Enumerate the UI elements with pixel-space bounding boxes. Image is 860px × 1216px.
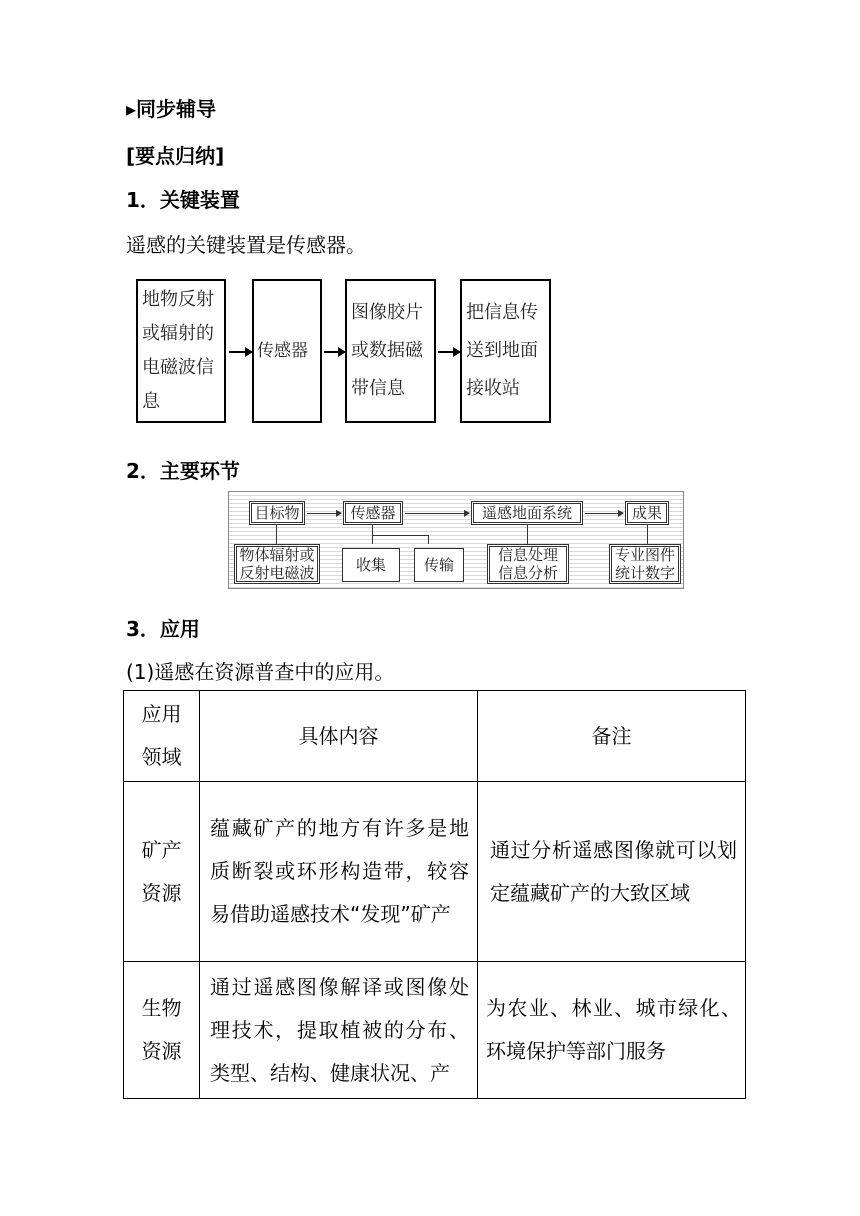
step-label: 信息处理 信息分析 <box>497 546 558 582</box>
cell-field: 矿产 资源 <box>124 782 200 962</box>
table-row <box>124 962 746 1099</box>
cell-note: 通过分析遥感图像就可以划定蕴藏矿产的大致区域 <box>478 782 746 962</box>
step-label: 专业图件 统计数字 <box>614 546 675 582</box>
step-label: 成果 <box>631 504 662 522</box>
resource-survey-text <box>126 656 394 685</box>
flow-box-label: 传感器 <box>257 341 308 361</box>
arrow-right-icon <box>229 351 251 353</box>
step-em-radiation <box>234 544 320 584</box>
cell-content: 蕴藏矿产的地方有许多是地质断裂或环形构造带，较容易借助遥感技术“发现”矿产 <box>200 782 478 962</box>
step-label: 收集 <box>355 556 386 574</box>
section-title-summary: [要点归纳] <box>126 144 225 168</box>
connector-line <box>647 525 648 544</box>
table-header-row <box>124 691 746 782</box>
step-collect <box>342 548 400 582</box>
flow-diagram-main-steps <box>228 491 684 589</box>
connector-line <box>372 535 428 536</box>
connector-line <box>527 525 528 544</box>
cell-note: 为农业、林业、城市绿化、环境保护等部门服务 <box>478 962 746 1099</box>
arrow-right-icon <box>405 513 469 514</box>
section-title-sync: ▸同步辅导 <box>126 97 217 121</box>
flow-box-image-film <box>345 279 436 423</box>
key-device-text: 遥感的关键装置是传感器。 <box>126 233 366 257</box>
step-label: 物体辐射或 反射电磁波 <box>239 546 315 582</box>
step-ground-system <box>471 501 583 525</box>
heading-application: 3．应用 <box>126 617 200 641</box>
step-target <box>249 501 305 525</box>
heading-main-steps: 2．主要环节 <box>126 459 240 483</box>
header-note: 备注 <box>478 691 746 782</box>
step-label: 目标物 <box>254 504 300 522</box>
cell-content: 通过遥感图像解译或图像处理技术，提取植被的分布、类型、结构、健康状况、产 <box>200 962 478 1099</box>
flow-box-sensor <box>252 279 322 423</box>
step-output-maps <box>609 544 681 584</box>
cell-field: 生物 资源 <box>124 962 200 1099</box>
flow-box-transmit <box>460 279 551 423</box>
arrow-right-icon <box>438 351 459 353</box>
arrow-right-icon <box>324 351 344 353</box>
application-table <box>123 690 746 1099</box>
step-label: 遥感地面系统 <box>481 504 572 522</box>
heading-key-device: 1．关键装置 <box>126 188 240 212</box>
arrow-right-icon <box>307 513 341 514</box>
step-transmit <box>414 548 464 582</box>
connector-line <box>428 535 429 544</box>
header-content: 具体内容 <box>200 691 478 782</box>
flow-box-em-wave <box>136 279 226 423</box>
connector-line <box>276 525 277 544</box>
step-sensor <box>343 501 403 525</box>
step-result <box>625 501 669 525</box>
header-field: 应用 领域 <box>124 691 200 782</box>
table-row <box>124 782 746 962</box>
flow-box-label: 地物反射 或辐射的 电磁波信 息 <box>142 289 214 412</box>
flow-box-label: 把信息传 送到地面 接收站 <box>466 302 538 399</box>
step-label: 传感器 <box>350 504 396 522</box>
arrow-right-icon <box>585 513 623 514</box>
flow-box-label: 图像胶片 或数据磁 带信息 <box>351 302 423 399</box>
resource-survey-label: (1)遥感在资源普查中的应用。 <box>126 660 395 684</box>
step-info-processing <box>487 544 569 584</box>
step-label: 传输 <box>423 556 454 574</box>
